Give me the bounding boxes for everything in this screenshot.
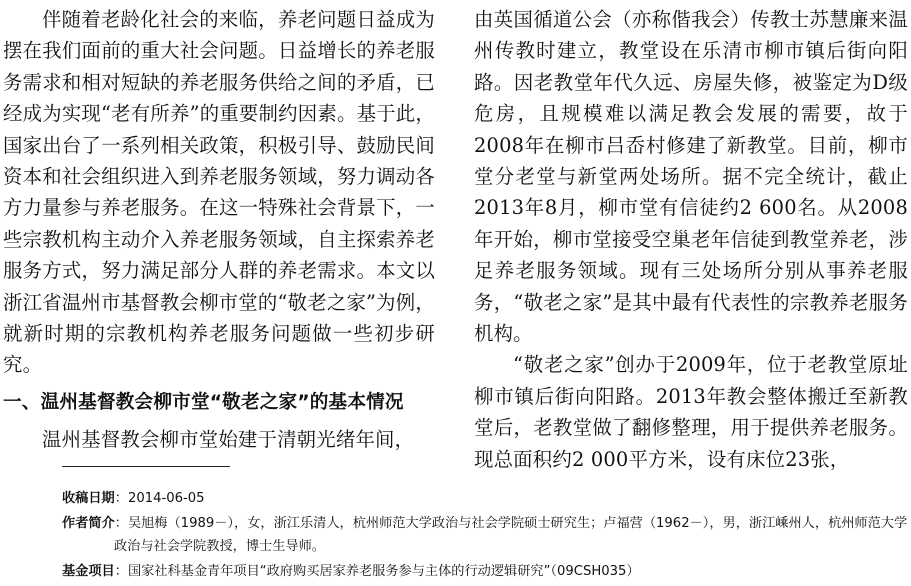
section-paragraph-start: 温州基督教会柳市堂始建于清朝光绪年间， xyxy=(42,427,415,451)
intro-paragraph: 伴随着老龄化社会的来临，养老问题日益成为摆在我们面前的重大社会问题。日益增长的养老服务需求和相对短缺的养老服务供给之间的矛盾，已经成为实现“老有所养”的重要制约因素。基于此，国家出台了一系列相关政策，积极引导、鼓励民间资本和社会组织进入到养老服务领域，努力调动各方力量参与养老服务。在这一特殊社会背景下，一些宗教机构主动介入养老服务领域，自主探索养老服务方式，努力满足部分人群的养老需求。本文以浙江省温州市基督教会柳市堂的“敬老之家”为例，就新时期的宗教机构养老服务问题做一些初步研究。 xyxy=(3,8,435,377)
footnotes xyxy=(62,487,908,584)
author-info-label: 作者简介 xyxy=(62,515,115,531)
jinglao-paragraph: “敬老之家”创办于2009年，位于老教堂原址柳市镇后街向阳路。2013年教会整体搬迁至新教堂后，老教堂做了翻修整理，用于提供养老服务。现总面积约2 000平方米，设有床位23张， xyxy=(474,353,908,471)
footnote-received-date xyxy=(62,487,908,511)
received-date-value: 2014-06-05 xyxy=(127,491,205,506)
left-column xyxy=(3,4,435,455)
footnote-divider xyxy=(62,466,230,467)
received-date-separator: ： xyxy=(114,491,128,506)
fund-project-label: 基金项目 xyxy=(62,563,115,579)
footnote-fund-project xyxy=(62,560,908,584)
received-date-label: 收稿日期 xyxy=(62,491,115,506)
right-column xyxy=(474,4,908,475)
section-paragraph-continued: 由英国循道公会（亦称偕我会）传教士苏慧廉来温州传教时建立，教堂设在乐清市柳市镇后街向阳路。因老教堂年代久远、房屋失修，被鉴定为D级危房，且规模难以满足教会发展的需要，故于2008年在柳市吕岙村修建了新教堂。目前，柳市堂分老堂与新堂两处场所。据不完全统计，截止2013年8月，柳市堂有信徒约2 600名。从2008年开始，柳市堂接受空巢老年信徒到教堂养老，涉足养老服务领域。现有三处场所分别从事养老服务，“敬老之家”是其中最有代表性的宗教养老服务机构。 xyxy=(474,8,908,346)
author-info-separator: ： xyxy=(114,515,128,531)
footnote-author-info xyxy=(62,512,908,559)
fund-project-value: 国家社科基金青年项目“政府购买居家养老服务参与主体的行动逻辑研究”（09CSH035） xyxy=(127,563,640,579)
section-heading: 一、温州基督教会柳市堂“敬老之家”的基本情况 xyxy=(3,391,404,413)
author-info-value: 吴旭梅（1989－），女，浙江乐清人，杭州师范大学政治与社会学院硕士研究生；卢福营（1962－），男，浙江嵊州人，杭州师范大学政治与社会学院教授，博士生导师。 xyxy=(114,515,908,555)
fund-project-separator: ： xyxy=(114,563,128,579)
